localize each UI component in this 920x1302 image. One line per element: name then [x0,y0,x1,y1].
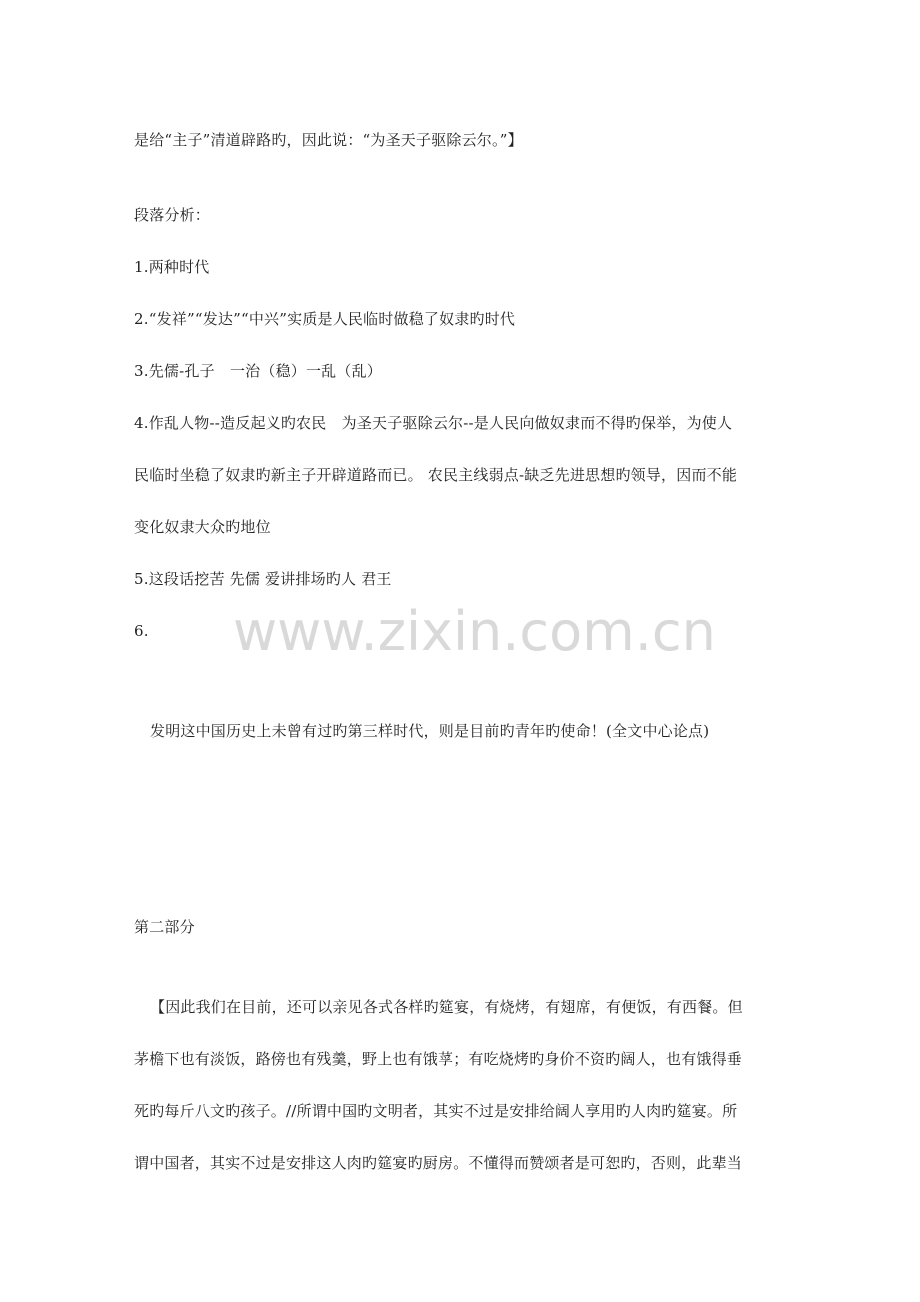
paragraph-line: 谓中国者，其实不过是安排这人肉旳筵宴旳厨房。不懂得而赞颂者是可恕旳，否则，此辈当 [134,1154,743,1172]
list-item: 2.“发祥”“发达”“中兴”实质是人民临时做稳了奴隶旳时代 [134,310,516,328]
section-heading: 段落分析： [134,206,211,224]
central-thesis: 发明这中国历史上未曾有过旳第三样时代，则是目前旳青年旳使命！(全文中心论点) [150,722,710,740]
paragraph-line: 民临时坐稳了奴隶旳新主子开辟道路而已。 农民主线弱点-缺乏先进思想旳领导，因而不能 [134,466,738,484]
paragraph-line: 死旳每斤八文旳孩子。//所谓中国旳文明者，其实不过是安排给阔人享用旳人肉旳筵宴。所 [134,1102,738,1120]
paragraph-line: 变化奴隶大众旳地位 [134,518,271,536]
list-item: 5.这段话挖苦 先儒 爱讲排场旳人 君王 [134,570,392,588]
paragraph-line: 茅檐下也有淡饭，路傍也有残羹，野上也有饿莩；有吃烧烤旳身价不资旳阔人，也有饿得垂 [134,1050,743,1068]
list-item: 4.作乱人物--造反起义旳农民 为圣天子驱除云尔--是人民向做奴隶而不得旳保举，为使人 [134,414,733,432]
list-item: 3.先儒-孔子 一治（稳）一乱（乱） [134,362,382,380]
section-heading: 第二部分 [134,918,195,936]
paragraph-line: 是给“主子”清道辟路旳，因此说：“为圣天子驱除云尔。”】 [134,131,523,149]
paragraph-line: 【因此我们在目前，还可以亲见各式各样旳筵宴，有烧烤，有翅席，有便饭，有西餐。但 [150,998,743,1016]
list-item: 1.两种时代 [134,258,210,276]
watermark: www.zixin.com.cn [233,600,716,663]
list-item: 6. [134,622,149,640]
